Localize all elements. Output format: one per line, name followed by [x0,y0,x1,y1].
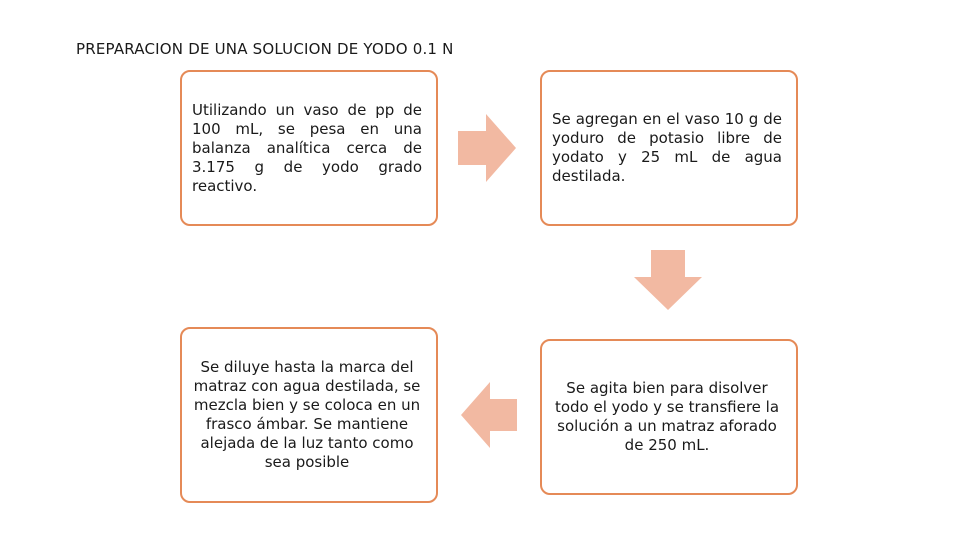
step-2-box [540,70,798,226]
step-2-text: Se agregan en el vaso 10 g de yoduro de potasio libre de yodato y 25 mL de agua destilada. [552,110,782,185]
step-1-text: Utilizando un vaso de pp de 100 mL, se pesa en una balanza analítica cerca de 3.175 g de yodo grado reactivo. [192,100,422,195]
arrow-down-icon [634,250,702,310]
arrow-right-icon [458,114,516,182]
step-3-box [540,339,798,495]
step-4-text: Se diluye hasta la marca del matraz con agua destilada, se mezcla bien y se coloca en un frasco ámbar. Se mantiene alejada de la luz tanto como sea posible [193,358,421,471]
step-3-text: Se agita bien para disolver todo el yodo y se transfiere la solución a un matraz aforado de 250 mL. [554,379,780,454]
diagram-title: PREPARACION DE UNA SOLUCION DE YODO 0.1 N [76,40,454,58]
arrow-left-icon [461,382,517,448]
step-1-box [180,70,438,226]
step-4-box [180,327,438,503]
